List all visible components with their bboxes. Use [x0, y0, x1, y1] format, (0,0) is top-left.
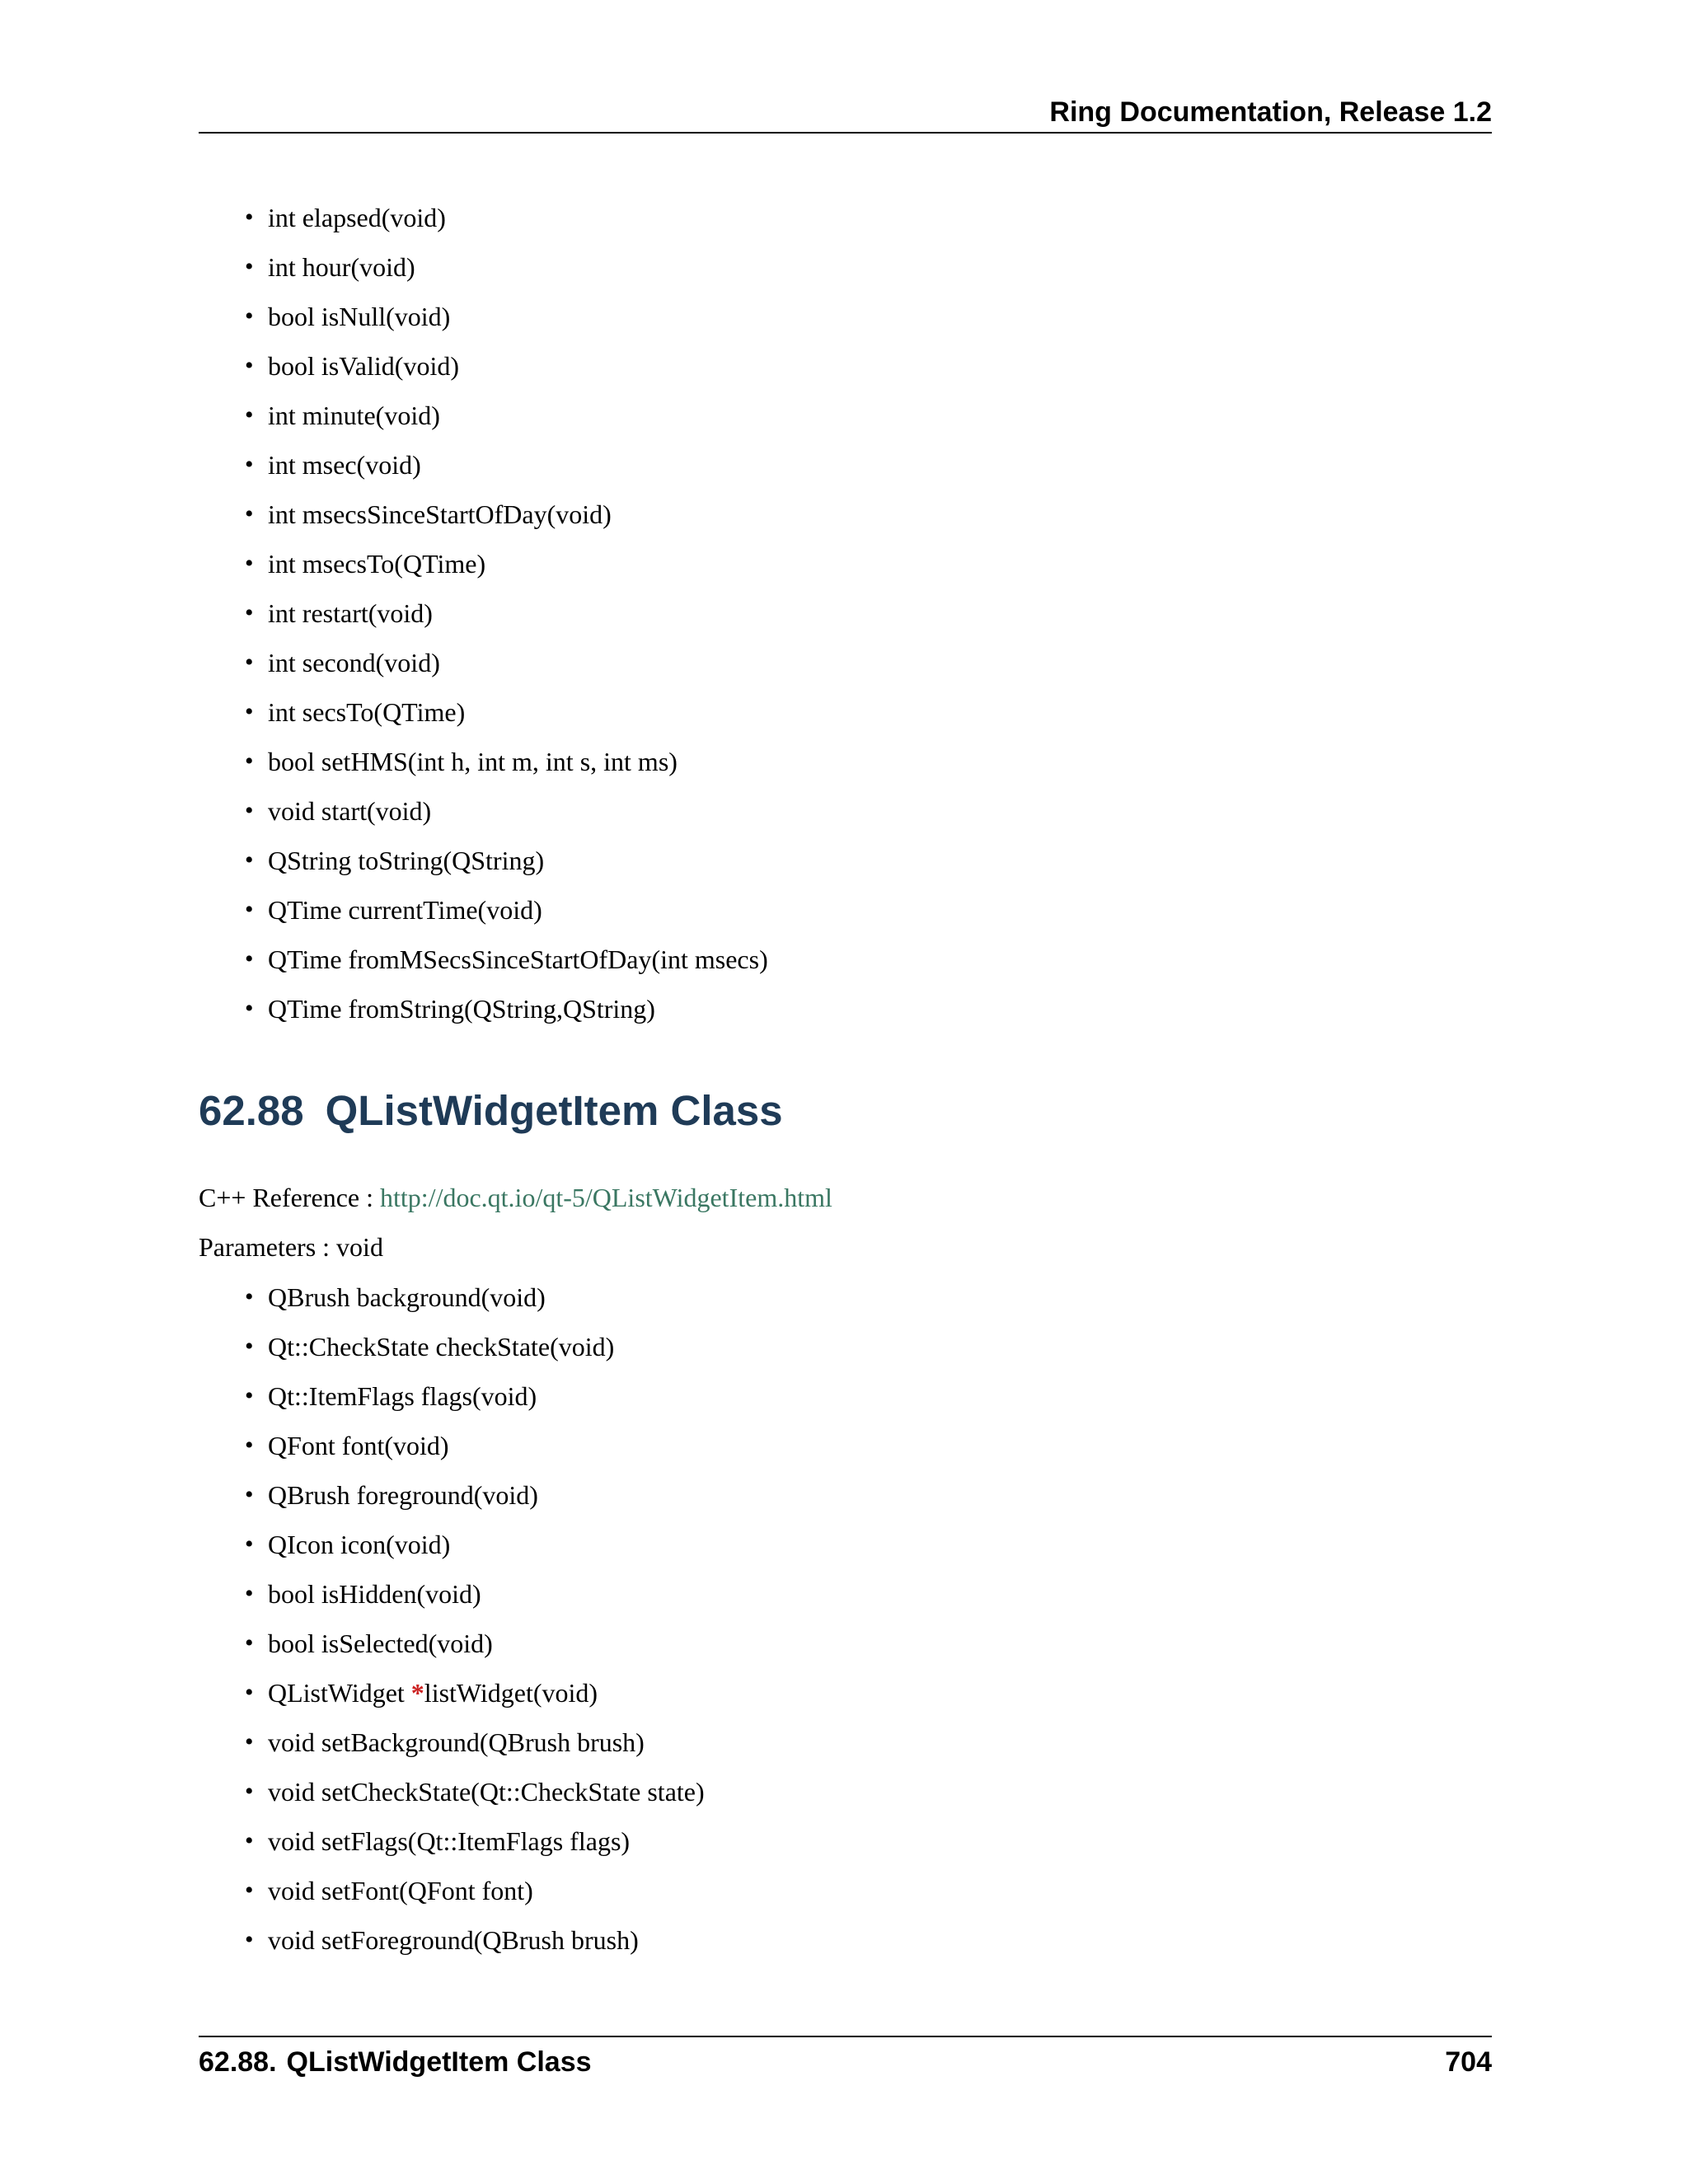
list-item: • void start(void) [268, 786, 768, 836]
list-item-text: listWidget(void) [424, 1678, 598, 1708]
list-item: • void setFont(QFont font) [268, 1866, 705, 1915]
list-item [268, 1668, 705, 1718]
list-item: • void setFlags(Qt::ItemFlags flags) [268, 1816, 705, 1866]
section-heading [199, 1085, 783, 1137]
list-item-text: QListWidget [268, 1678, 411, 1708]
list-item: • int restart(void) [268, 588, 768, 638]
list-item: • void setBackground(QBrush brush) [268, 1718, 705, 1767]
list-item: • QIcon icon(void) [268, 1520, 705, 1569]
list-item: • bool isSelected(void) [268, 1619, 705, 1668]
document-title: Ring Documentation, Release 1.2 [1049, 96, 1492, 128]
list-item: • QString toString(QString) [268, 836, 768, 885]
list-item: • int msecsTo(QTime) [268, 539, 768, 588]
list-item: • int msec(void) [268, 440, 768, 490]
list-item: • int msecsSinceStartOfDay(void) [268, 490, 768, 539]
reference-link[interactable]: http://doc.qt.io/qt-5/QListWidgetItem.html [380, 1183, 832, 1212]
list-item: • Qt::CheckState checkState(void) [268, 1322, 705, 1371]
list-item: • QFont font(void) [268, 1421, 705, 1470]
list-item: • int second(void) [268, 638, 768, 687]
list-item: • bool isHidden(void) [268, 1569, 705, 1619]
qtime-method-list [268, 193, 768, 1033]
page-number: 704 [1445, 2046, 1492, 2078]
list-item: • QTime fromMSecsSinceStartOfDay(int msecs) [268, 935, 768, 984]
reference-label: C++ Reference : [199, 1183, 380, 1212]
page-header [199, 92, 1492, 134]
list-item: • QBrush background(void) [268, 1272, 705, 1322]
list-item: • QTime currentTime(void) [268, 885, 768, 935]
footer-section-number: 62.88. [199, 2046, 277, 2078]
list-item: • void setCheckState(Qt::CheckState state) [268, 1767, 705, 1816]
pointer-asterisk: * [410, 1678, 424, 1708]
list-item: • bool isNull(void) [268, 292, 768, 341]
list-item: • bool setHMS(int h, int m, int s, int ms) [268, 737, 768, 786]
list-item: • int hour(void) [268, 242, 768, 292]
cpp-reference [199, 1173, 832, 1222]
list-item: • bool isValid(void) [268, 341, 768, 391]
footer-section [199, 2044, 592, 2080]
list-item: • int minute(void) [268, 391, 768, 440]
list-item: • QTime fromString(QString,QString) [268, 984, 768, 1033]
qlistwidgetitem-method-list [268, 1272, 705, 1965]
list-item: • int secsTo(QTime) [268, 687, 768, 737]
page-footer [199, 2036, 1492, 2078]
section-number: 62.88 [199, 1087, 304, 1134]
parameters-line: Parameters : void [199, 1232, 383, 1262]
list-item: • Qt::ItemFlags flags(void) [268, 1371, 705, 1421]
section-title: QListWidgetItem Class [325, 1087, 783, 1134]
list-item: • int elapsed(void) [268, 193, 768, 242]
footer-section-title: QListWidgetItem Class [286, 2046, 592, 2078]
list-item: • void setForeground(QBrush brush) [268, 1915, 705, 1965]
list-item: • QBrush foreground(void) [268, 1470, 705, 1520]
